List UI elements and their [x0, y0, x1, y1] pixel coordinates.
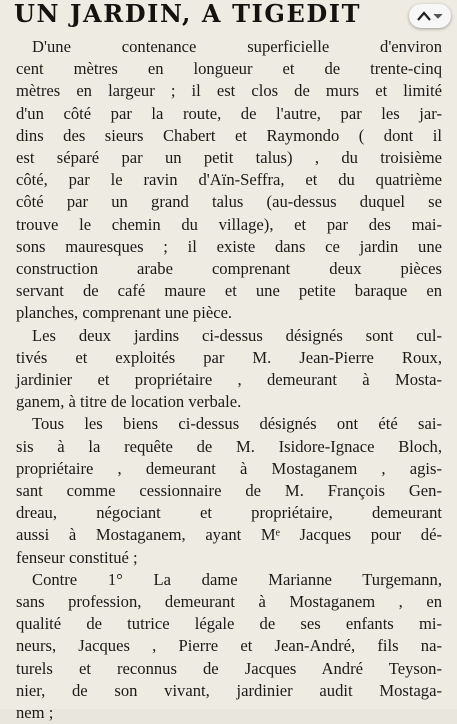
text-line: Les deux jardins ci-dessus désignés sont cul- — [32, 325, 442, 345]
text-line: D'une contenance superficielle d'environ — [32, 37, 442, 56]
text-line: trouve le chemin du village), et par des mai- — [16, 214, 442, 234]
scroll-to-top-button[interactable] — [409, 4, 451, 28]
text-line: mètres en largeur ; il est clos de murs et limité — [16, 81, 442, 101]
text-line: nier, de son vivant, jardinier audit Mostaga- — [16, 680, 442, 700]
text-line: sans profession, demeurant à Mostaganem , en — [16, 592, 442, 612]
text-line: propriétaire , demeurant à Mostaganem , agis- — [16, 458, 442, 478]
text-line: jardinier et propriétaire , demeurant à Mosta- — [16, 370, 442, 390]
article-body — [16, 36, 442, 724]
text-line: dins des sieurs Chabert et Raymondo ( dont il — [16, 125, 442, 145]
text-line: sis à la requête de M. Isidore-Ignace Bloch, — [16, 436, 442, 456]
text-line: fenseur constitué ; — [16, 547, 138, 567]
text-line: Tous les biens ci-dessus désignés ont été sai- — [32, 414, 442, 434]
text-line: qualité de tutrice légale de ses enfants mi- — [16, 614, 442, 634]
text-line: côté, par le ravin d'Aïn-Seffra, et du quatrième — [16, 170, 442, 190]
article-heading: UN JARDIN, A TIGEDIT — [14, 0, 362, 28]
text-line: construction arabe comprenant deux pièces — [16, 259, 442, 279]
text-line: Contre 1° La dame Marianne Turgemann, — [32, 569, 442, 589]
text-line: nem ; — [16, 703, 54, 723]
text-line: servant de café maure et une petite baraque en — [16, 281, 442, 301]
text-line: sons mauresques ; il existe dans ce jardin une — [16, 236, 442, 256]
text-line: neurs, Jacques , Pierre et Jean-André, fils na- — [16, 636, 442, 656]
chevron-down-icon — [433, 13, 443, 19]
text-line: turels et reconnus de Jacques André Teyson- — [16, 658, 442, 678]
text-line: ganem, à titre de location verbale. — [16, 392, 242, 412]
text-line: aussi à Mostaganem, ayant Mᵉ Jacques pour dé- — [16, 525, 442, 545]
chevron-up-icon — [417, 11, 431, 21]
text-line: est séparé par un petit talus) , du troisième — [16, 148, 442, 168]
text-line: côté par un grand talus (au-dessus duquel se — [16, 192, 442, 212]
text-line: cent mètres en longueur et de trente-cinq — [16, 59, 442, 79]
text-line: d'un côté par la route, de l'autre, par les jar- — [16, 103, 442, 123]
text-line: dreau, négociant et propriétaire, demeurant — [16, 503, 442, 523]
text-line: sant comme cessionnaire de M. François Gen- — [16, 481, 442, 501]
text-line: planches, comprenant une pièce. — [16, 303, 233, 323]
text-line: tivés et exploités par M. Jean-Pierre Roux, — [16, 347, 442, 367]
